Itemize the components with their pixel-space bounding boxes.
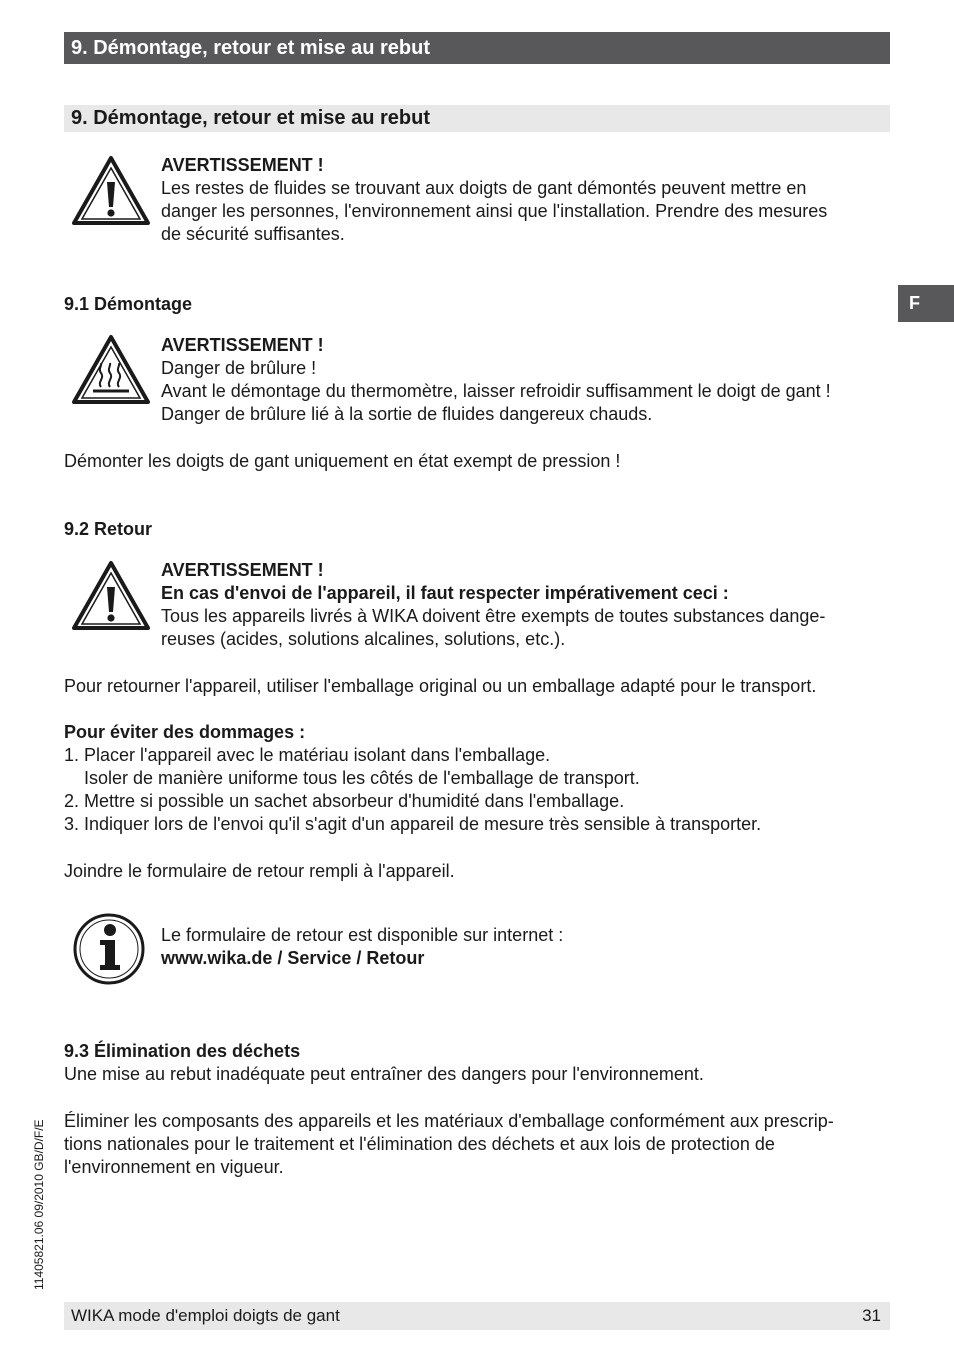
list-item: Isoler de manière uniforme tous les côtés de l'emballage de transport. — [84, 768, 640, 788]
warning-title: AVERTISSEMENT ! — [161, 560, 324, 580]
warning-block-2 — [161, 334, 881, 426]
list-item: 2. Mettre si possible un sachet absorbeur d'humidité dans l'emballage. — [64, 791, 625, 811]
damage-heading: Pour éviter des dommages : — [64, 722, 306, 742]
paragraph: Joindre le formulaire de retour rempli à l'appareil. — [64, 861, 455, 881]
footer-title: WIKA mode d'emploi doigts de gant — [71, 1306, 340, 1325]
warning-block-1 — [161, 154, 881, 246]
info-icon — [72, 912, 148, 986]
paragraph: Pour retourner l'appareil, utiliser l'emballage original ou un emballage adapté pour le transport. — [64, 676, 817, 696]
disposal-paragraph — [64, 1110, 890, 1179]
language-tab — [898, 285, 954, 322]
warning-text-line: reuses (acides, solutions alcalines, solutions, etc.). — [161, 629, 566, 649]
warning-title: AVERTISSEMENT ! — [161, 335, 324, 355]
subsection-heading-9-3: 9.3 Élimination des déchets — [64, 1041, 301, 1061]
paragraph: Démonter les doigts de gant uniquement en état exempt de pression ! — [64, 451, 621, 471]
info-text: Le formulaire de retour est disponible sur internet : — [161, 925, 564, 945]
warning-triangle-icon — [71, 559, 151, 631]
list-item: 1. Placer l'appareil avec le matériau isolant dans l'emballage. — [64, 745, 551, 765]
info-link[interactable]: www.wika.de / Service / Retour — [161, 948, 425, 968]
warning-text-line: Tous les appareils livrés à WIKA doivent être exempts de toutes substances dange- — [161, 606, 826, 626]
warning-text-line: Avant le démontage du thermomètre, laisser refroidir suffisamment le doigt de gant ! — [161, 381, 831, 401]
paragraph-line: Éliminer les composants des appareils et les matériaux d'emballage conformément aux prescrip- — [64, 1111, 834, 1131]
paragraph: Une mise au rebut inadéquate peut entraîner des dangers pour l'environnement. — [64, 1064, 704, 1084]
warning-text-line: de sécurité suffisantes. — [161, 224, 345, 244]
hot-surface-warning-icon — [71, 333, 151, 405]
paragraph-line: l'environnement en vigueur. — [64, 1157, 284, 1177]
damage-prevention-block — [64, 721, 890, 836]
section-title-bar — [64, 105, 890, 132]
paragraph-line: tions nationales pour le traitement et l'élimination des déchets et aux lois de protection de — [64, 1134, 775, 1154]
warning-triangle-icon — [71, 154, 151, 226]
info-block — [161, 924, 881, 970]
subsection-heading-9-1: 9.1 Démontage — [64, 294, 193, 314]
page-header-title: 9. Démontage, retour et mise au rebut — [71, 37, 430, 59]
warning-text-line: danger les personnes, l'environnement ainsi que l'installation. Prendre des mesures — [161, 201, 828, 221]
warning-text-line: Danger de brûlure lié à la sortie de fluides dangereux chauds. — [161, 404, 653, 424]
section-title: 9. Démontage, retour et mise au rebut — [71, 107, 430, 129]
warning-bold-line: En cas d'envoi de l'appareil, il faut respecter impérativement ceci : — [161, 583, 729, 603]
language-tab-label: F — [909, 293, 920, 313]
document-code: 11405821.06 09/2010 GB/D/F/E — [32, 1119, 46, 1290]
warning-block-3 — [161, 559, 881, 651]
footer-bar — [64, 1302, 890, 1330]
page-number: 31 — [862, 1306, 881, 1325]
warning-text-line: Danger de brûlure ! — [161, 358, 317, 378]
list-item: 3. Indiquer lors de l'envoi qu'il s'agit d'un appareil de mesure très sensible à transporter. — [64, 814, 762, 834]
disposal-section — [64, 1040, 890, 1086]
warning-text-line: Les restes de fluides se trouvant aux doigts de gant démontés peuvent mettre en — [161, 178, 807, 198]
subsection-heading-9-2: 9.2 Retour — [64, 519, 153, 539]
page-header-bar — [64, 32, 890, 64]
warning-title: AVERTISSEMENT ! — [161, 155, 324, 175]
